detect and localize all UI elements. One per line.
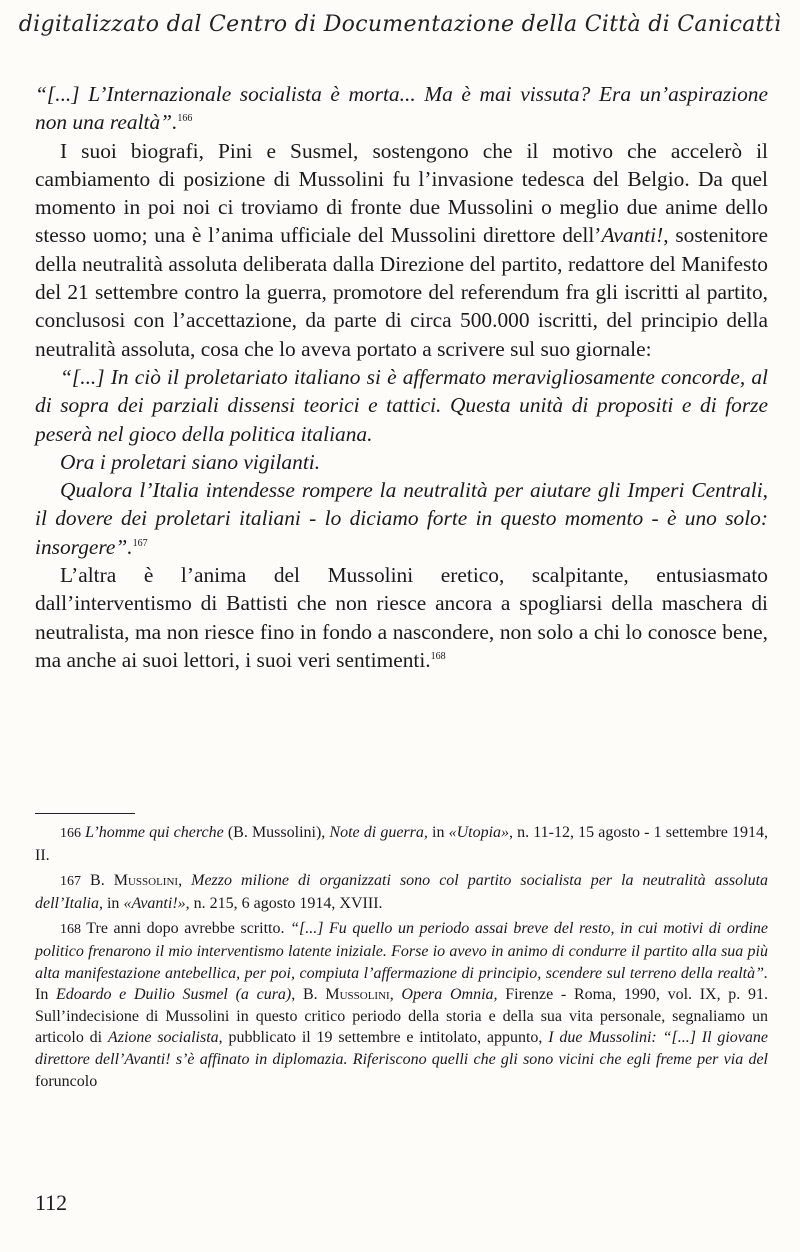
newspaper-title-avanti: Avanti! — [601, 223, 664, 248]
footnote-separator — [35, 813, 135, 814]
quote-vigilanti: Ora i proletari siano vigilanti. — [60, 449, 321, 474]
footnote-ref-166: 166 — [177, 113, 193, 125]
footnotes — [35, 822, 768, 1096]
main-text — [35, 80, 768, 674]
paragraph-eretico: L’altra è l’anima del Mussolini eretico, scalpitante, entusiasmato dall’interventismo di Battisti che non riesce ancora a spogliarsi della maschera di neutralista, ma non riesce fino in fondo a nascondere, non solo a chi lo conosce bene, ma anche ai suoi lettori, i suoi veri sentimenti.$^{168}$ — [35, 563, 768, 672]
footnote-ref-167: 167 — [132, 537, 148, 549]
paragraph-biografi: I suoi biografi, Pini e Susmel, sostengono che il motivo che accelerò il cambiamento di posizione di Mussolini fu l’invasione tedesca del Belgio. Da quel momento in poi noi ci troviamo di fronte due Mussolini o meglio due anime dello stesso uomo; una è l’anima ufficiale del Mussolini direttore dell’Avanti!, sostenitore della neutralità assoluta deliberata dalla Direzione del partito, redattore del Manifesto del 21 settembre contro la guerra, promotore del referendum fra gli iscritti al partito, conclusosi con l’accettazione, da parte di circa 500.000 iscritti, del principio della neutralità assoluta, cosa che lo aveva portato a scrivere sul suo giornale: — [35, 138, 768, 361]
footnote-168: 168 Tre anni dopo avrebbe scritto. “[...] Fu quello un periodo assai breve del resto, in cui motivi di ordine politico frenarono il mio interventismo latente iniziale. Forse io avevo in animo di condurre il partito alla sua più alta manifestazione antebellica, per poi, compiuta l’affermazione di principio, scendere sul terreno della realtà”. In Edoardo e Duilio Susmel (a cura), B. Mussolini, Opera Omnia, Firenze - Roma, 1990, vol. IX, p. 91. Sull’indecisione di Mussolini in questo critico periodo della storia e della sua vita personale, segnaliamo un articolo di Azione socialista, pubblicato il 19 settembre e intitolato, appunto, I due Mussolini: “[...] Il giovane direttore dell’Avanti! s’è affinato in diplomazia. Riferiscono quelli che gli sono vicini che egli freme per via del foruncolo — [35, 920, 769, 1090]
footnote-ref-168: 168 — [430, 650, 446, 662]
footnote-166: 166 L’homme qui cherche (B. Mussolini), Note di guerra, in «Utopia», n. 11-12, 15 agosto - 1 settembre 1914, II. — [35, 824, 769, 864]
quote-proletariato: “[...] In ciò il proletariato italiano si è affermato meravigliosamente concorde, al di sopra dei parziali dissensi teorici e tattici. Questa unità di propositi e di forze peserà nel gioco della politica italiana. — [35, 364, 768, 446]
page-number: 112 — [35, 1190, 68, 1215]
quote-internazionale: “[...] L’Internazionale socialista è morta... Ma è mai vissuta? Era un’aspirazione non una realtà”.$^{166}$ — [35, 82, 768, 135]
quote-insorgere: Qualora l’Italia intendesse rompere la neutralità per aiutare gli Imperi Centrali, il dovere dei proletari italiani - lo diciamo forte in questo momento - è uno solo: insorgere”.$^{167}$ — [35, 478, 768, 559]
footnote-167: 167 B. Mussolini, Mezzo milione di organizzati sono col partito socialista per la neutralità assoluta dell’Italia, in «Avanti!», n. 215, 6 agosto 1914, XVIII. — [35, 872, 769, 912]
digitization-header: digitalizzato dal Centro di Documentazione della Città di Canicattì — [18, 12, 782, 37]
